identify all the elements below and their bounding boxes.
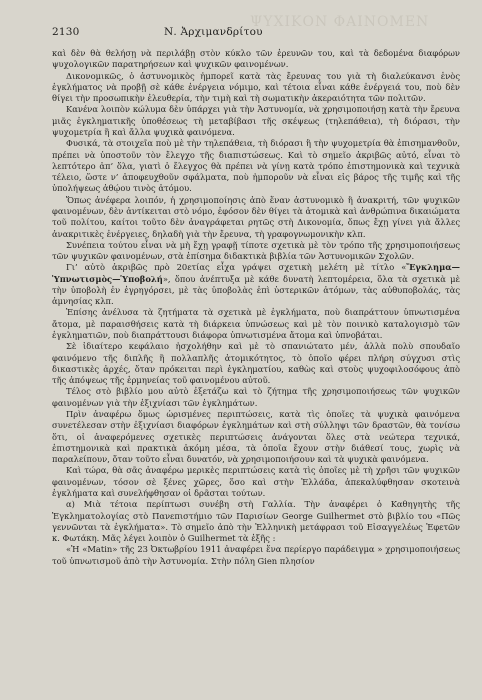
paragraph: Ὅπως ἀνέφερα λοιπόν, ἡ χρησιμοποίησις ἀπὸ ἕναν ἀστυνομικὸ ἢ ἀνακριτή, τῶν ψυχικῶν φαινομένων, δὲν ἀντίκειται στὸ νόμο, ἐφόσον δὲν θίγει τὰ ἀτομικὰ καὶ ἀνθρώπινα δικαιώματα τοῦ πολίτου, καίτοι τοῦτο δὲν ἀναγράφεται ρητῶς στὴ Δικονομία, ὅπως ἔχῃ γίνει γιὰ ἄλλες ἀνακριτικὲς ἐνέργειες, δηλαδὴ γιὰ τὴν ἔρευνα, τὴ γραφογνωμονικὴν κλπ.: [52, 194, 460, 239]
paragraph: Γι’ αὐτὸ ἀκριβῶς πρὸ 20ετίας εἶχα γράψει σχετικὴ μελέτη μὲ τίτλο «Ἔγκλημα—Ὑπνωτισμὸς—Ὑποβολή», ὅπου ἀνέπτυξα μὲ κάθε δυνατὴ λεπτομέρεια, ὅλα τὰ σχετικὰ μὲ τὴν ὑποβολὴ ἐν ἐγρηγόρσει, μὲ τὰς ὑποβολὰς ἐπὶ ὑστερικῶν ἀτόμων, τὰς αὐθυποβολάς, τὰς ἀμνησίας κλπ.: [52, 262, 460, 307]
paragraph: Σὲ ἰδιαίτερο κεφάλαιο ἠσχολήθην καὶ μὲ τὸ σπανιώτατο μέν, ἀλλὰ πολὺ σπουδαῖο φαινόμενο τῆς διπλῆς ἢ πολλαπλῆς ἀτομικότητος, τὸ ὁποῖο φέρει πλήρη σύγχυσι στὶς δικαστικὲς ἀρχές, ὅταν πρόκειται περὶ ἐγκληματίου, καθὼς καὶ στοὺς ψυχοφιλοσόφους ἀπὸ τῆς ἀπόψεως τῆς ἑρμηνείας τοῦ φαινομένου αὐτοῦ.: [52, 341, 460, 386]
paragraph: Κανένα λοιπὸν κώλυμα δὲν ὑπάρχει γιὰ τὴν Ἀστυνομία, νὰ χρησιμοποιήσῃ κατὰ τὴν ἔρευνα μιᾶς ἐγκληματικῆς ὑποθέσεως τὴ μεταβίβασι τῆς σκέψεως (τηλεπάθεια), τὴ διόρασι, τὴν ψυχομετρία ἢ καὶ ἄλλα ψυχικὰ φαινόμενα.: [52, 104, 460, 137]
paragraph: Τέλος στὸ βιβλίο μου αὐτὸ ἐξετάζω καὶ τὸ ζήτημα τῆς χρησιμοποιήσεως τῶν ψυχικῶν φαινομένων γιὰ τὴν ἐξιχνίασι τῶν ἐγκλημάτων.: [52, 386, 460, 408]
paragraph: Πρὶν ἀναφέρω ὅμως ὡρισμένες περιπτώσεις, κατὰ τὶς ὁποῖες τὰ ψυχικὰ φαινόμενα συνετέλεσαν στὴν ἐξιχνίασι διαφόρων ἐγκλημάτων καὶ στὴ σύλληψι τῶν δραστῶν, θὰ τονίσω ὅτι, οἱ ἀναφερόμενες σχετικὲς περιπτώσεις ἀνάγονται ὅλες στὰ νεώτερα τεχνικά, ἐπιστημονικὰ καὶ πρακτικὰ ἀκόμη μέσα, τὰ ὁποῖα ἔχουν στὴν διάθεσί τους, χωρὶς νὰ παραλείπουν, ὅταν τοῦτο εἶναι δυνατόν, νὰ χρησιμοποιήσουν καὶ τὰ ψυχικὰ φαινόμενα.: [52, 409, 460, 465]
paragraph: Ἐπίσης ἀνέλυσα τὰ ζητήματα τὰ σχετικὰ μὲ ἐγκλήματα, ποὺ διαπράττουν ὑπνωτισμένα ἄτομα, μὲ παραισθήσεις κατὰ τὴ διάρκεια ὑπνώσεως καὶ μὲ τὸν ποινικὸ καταλογισμὸ τῶν ἐγκληματιῶν, ποὺ διαπράττουσι διάφορα ὑπνωτισμένα ἄτομα καὶ ὑπνοβάται.: [52, 307, 460, 341]
page-number: 2130: [52, 26, 80, 38]
paragraph: α) Μιὰ τέτοια περίπτωσι συνέβη στὴ Γαλλία. Τὴν ἀναφέρει ὁ Καθηγητὴς τῆς Ἐγκληματολογίας στὸ Πανεπιστήμιο τῶν Παρισίων George Guilhermet στὸ βιβλίο του «Πῶς γεννῶνται τὰ ἐγκλήματα». Τὸ σημεῖο ἀπὸ τὴν Ἑλληνικὴ μετάφρασι τοῦ Εἰσαγγελέως Ἐφετῶν κ. Φωτάκη. Μᾶς λέγει λοιπὸν ὁ Guilhermet τὰ ἑξῆς :: [52, 499, 460, 544]
page-header: [52, 26, 460, 38]
paragraph: Φυσικά, τὰ στοιχεῖα ποὺ μὲ τὴν τηλεπάθεια, τὴ διόρασι ἢ τὴν ψυχομετρία θὰ ἐπισημανθοῦν, πρέπει νὰ ὑποστοῦν τὸν ἔλεγχο τῆς διαπιστώσεως. Καὶ τὸ σημεῖο ἀκριβῶς αὐτό, εἶναι τὸ λεπτότερο ἀπ’ ὅλα, γιατὶ ὁ ἔλεγχος θὰ πρέπει νὰ γίνῃ κατὰ τρόπο ἐπιστημονικὰ καὶ τεχνικὰ τέλειο, ὥστε ν’ ἀποφευχθοῦν σφάλματα, ποὺ ἠμποροῦν νὰ εἶναι εἰς βάρος τῆς τιμῆς καὶ τῆς ὑπολήψεως ἀθῴου τινὸς ἀτόμου.: [52, 138, 460, 194]
paragraph: Καὶ τώρα, θὰ σᾶς ἀναφέρω μερικὲς περιπτώσεις κατὰ τὶς ὁποῖες μὲ τὴ χρῆσι τῶν ψυχικῶν φαινομένων, τόσον σὲ ξένες χῶρες, ὅσο καὶ στὴν Ἑλλάδα, ἀπεκαλύφθησαν σκοτεινὰ ἐγκλήματα καὶ συνελήφθησαν οἱ δρᾶσται τούτων.: [52, 465, 460, 498]
running-head: Ν. Ἀρχιμανδρίτου: [164, 26, 263, 38]
paragraph: «Ἡ «Matin» τῆς 23 Ὀκτωβρίου 1911 ἀναφέρει ἕνα περίεργο παράδειγμα » χρησιμοποιήσεως τοῦ ὑπνωτισμοῦ ἀπὸ τὴν Ἀστυνομία. Στὴν πόλη Gien πλησίον: [52, 544, 460, 566]
paragraph: Συνέπεια τούτου εἶναι νὰ μὴ ἔχῃ γραφῇ τίποτε σχετικὰ μὲ τὸν τρόπο τῆς χρησιμοποιήσεως τῶν ψυχικῶν φαινομένων, στὰ ἐπίσημα διδακτικὰ βιβλία τῶν Ἀστυνομικῶν Σχολῶν.: [52, 239, 460, 262]
bleed-through-text: ΨΥΧΙΚΟΝ ΦΑΙΝΟΜΕΝ: [250, 14, 430, 30]
page-body: [52, 48, 460, 567]
paragraph: καὶ δὲν θὰ θελήσῃ νὰ περιλάβῃ στὸν κύκλο τῶν ἐρευνῶν του, καὶ τὰ δεδομένα διαφόρων ψυχολογικῶν παρατηρήσεων καὶ ψυχικῶν φαινομένων.: [52, 48, 460, 70]
paragraph: Δικονομικῶς, ὁ ἀστυνομικὸς ἠμπορεῖ κατὰ τὰς ἔρευνας του γιὰ τὴ διαλεύκανσι ἑνὸς ἐγκλήματος νὰ προβῇ σὲ κάθε ἐνέργεια νόμιμο, καὶ τέτοια εἶναι κάθε ἐνέργειά του, ποὺ δὲν θίγει τὴν προσωπικὴν ἐλευθερία, τὴν τιμὴ καὶ τὴ σωματικὴν ἀκεραιότητα τῶν πολιτῶν.: [52, 70, 460, 104]
